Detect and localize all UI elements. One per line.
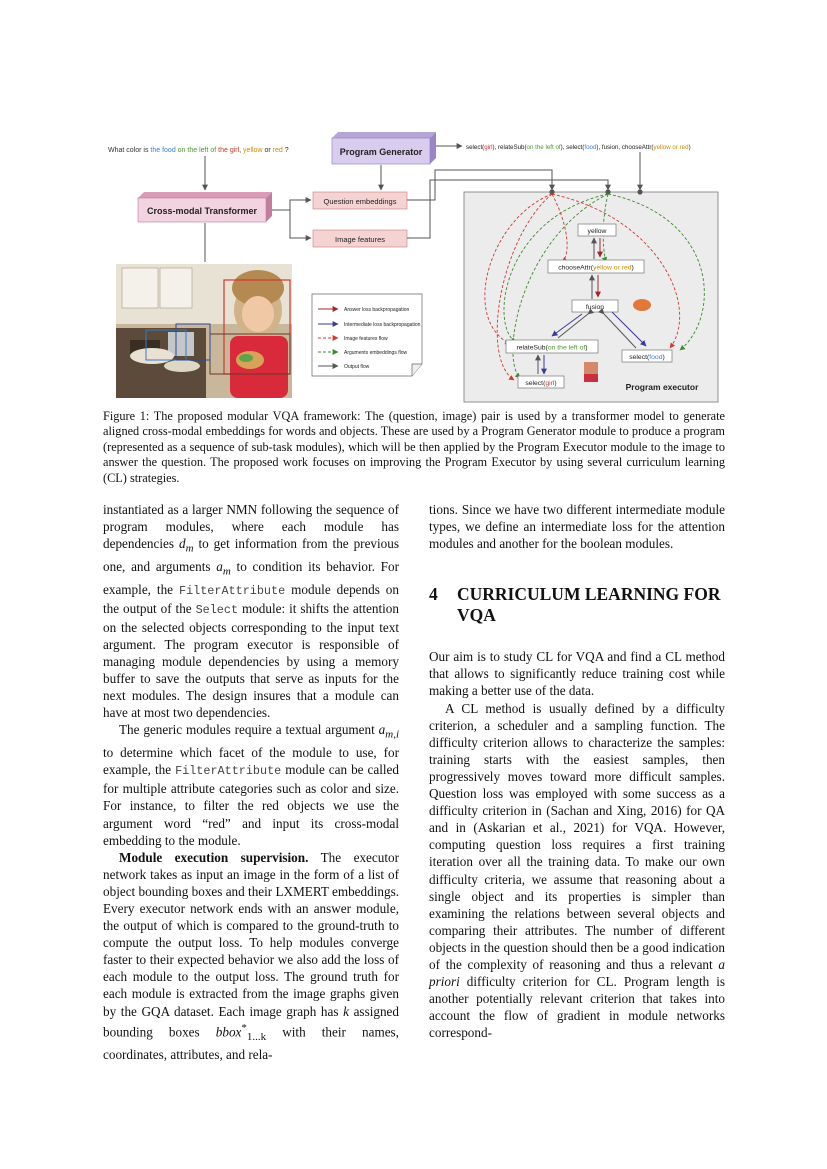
- program-output-text: select(girl), relateSub(on the left of), select(food), fusion, chooseAttr(yellow or red): [466, 144, 691, 151]
- paragraph-heading: Module execution supervision.: [119, 849, 309, 865]
- svg-text:relateSub(on the left of): relateSub(on the left of): [516, 344, 588, 352]
- paragraph: tions. Since we have two different intermediate module types, we define an intermediate loss for the attention modules and another for the boolean modules.: [429, 502, 725, 552]
- svg-text:Intermediate loss backpropagat: Intermediate loss backpropagation: [344, 322, 421, 328]
- figure-diagram: [100, 128, 730, 406]
- question-text: What color is the food on the left of the girl, yellow or red ?: [108, 147, 289, 154]
- svg-text:Question embeddings: Question embeddings: [323, 197, 397, 206]
- svg-text:Arguments embeddings flow: Arguments embeddings flow: [344, 350, 408, 356]
- food-thumbnail: [633, 299, 651, 311]
- module-select-food: [622, 350, 672, 362]
- svg-text:Program Generator: Program Generator: [339, 147, 423, 157]
- right-column: [429, 501, 725, 1041]
- cross-modal-transformer-box: [138, 192, 272, 222]
- module-yellow: [578, 224, 616, 236]
- section-heading: 4 CURRICULUM LEARNING FOR VQA: [429, 584, 721, 626]
- svg-text:Program executor: Program executor: [625, 382, 699, 392]
- image-features-box: [313, 230, 407, 247]
- svg-text:yellow: yellow: [587, 228, 607, 235]
- module-relate-sub: [506, 340, 598, 353]
- svg-text:Image features flow: Image features flow: [344, 336, 388, 342]
- input-photo: [116, 264, 292, 398]
- paragraph: Our aim is to study CL for VQA and find a CL method that allows to significantly reduce training cost while making a better use of the data.: [429, 649, 725, 699]
- svg-text:Cross-modal Transformer: Cross-modal Transformer: [146, 206, 258, 216]
- question-embeddings-box: [313, 192, 407, 209]
- svg-text:fusion: fusion: [585, 304, 605, 311]
- svg-text:Output flow: Output flow: [344, 364, 370, 370]
- program-executor-panel: [464, 189, 718, 402]
- program-generator-box: [332, 132, 436, 164]
- module-fusion: [572, 299, 651, 312]
- legend: [312, 294, 422, 376]
- svg-text:select(girl): select(girl): [525, 380, 557, 387]
- paragraph: instantiated as a larger NMN following the sequence of program modules, where each module has dependencies $d_m$ to get information from the previous one, and arguments $a_m$ to condition its behavior. For example, the FilterAttribute module depends on the output of the Select module: it shifts the attention on the selected objects corresponding to the input text argument. The program executor is responsible of managing module dependencies by using a memory buffer to save the outputs that serve as inputs for the next modules. The design insures that a module can have at most two dependencies.: [103, 502, 400, 721]
- figure-caption: Figure 1: The proposed modular VQA framework: The (question, image) pair is used by a transformer model to generate aligned cross-modal embeddings for words and objects. These are used by a Program Generator module to produce a program (represented as a sequence of sub-task modules), which will be then applied by the Program Executor module to the image to answer the question. The proposed work focuses on improving the Program Executor by using several curriculum learning (CL) strategies.: [103, 409, 725, 485]
- module-choose-attr: [548, 260, 644, 273]
- svg-text:select(food): select(food): [629, 354, 665, 361]
- svg-text:Image features: Image features: [334, 235, 386, 244]
- svg-text:Answer loss backpropagation: Answer loss backpropagation: [344, 307, 410, 313]
- svg-text:chooseAttr(yellow or red): chooseAttr(yellow or red): [558, 264, 634, 272]
- paragraph: Module execution supervision. The executor network takes as input an image in the form of a list of object bounding boxes and their LXMERT embeddings. Every executor network ends with an answer module, the output of which is compared to the ground-truth to compute the output loss. To help modules converge faster to their expected behavior we also add the loss of each module to the output loss. The ground truth for each module is extracted from the image graphs given by the GQA dataset. Each image graph has k assigned bounding boxes bbox*$_{1...k}$ with their names, coordinates, attributes, and rela-: [103, 849, 400, 1062]
- left-column: [103, 501, 399, 1063]
- figure-1: [100, 128, 730, 406]
- paragraph: The generic modules require a textual argument $a_{m,i}$ to determine which facet of the module to use, for example, the FilterAttribute module can be called for multiple attribute categories such as color and size. For instance, to filter the red objects we use the argument word “red” and input its cross-modal embedding to the module.: [103, 722, 399, 848]
- paragraph: A CL method is usually defined by a difficulty criterion, a scheduler and a sampling function. The difficulty criterion allows to characterize the samples: training starts with the easiest samples, then progressively moves toward more difficult samples. Question loss was employed with some success as a difficulty criterion in (Sachan and Xing, 2016) for QA and in (Askarian et al., 2021) for VQA. However, computing question loss requires a first training iteration over all the training data. To make our own difficulty criteria, we assume that reasoning about a single object and its properties is simpler than examining the relations between several objects and comparing their attributes. The number of different objects in the question should then be a good indication of the complexity of reasoning and thus a relevant a priori difficulty criterion for CL. Program length is another potentially relevant criterion that takes into account the flow of gradient in module networks correspond-: [429, 700, 725, 1041]
